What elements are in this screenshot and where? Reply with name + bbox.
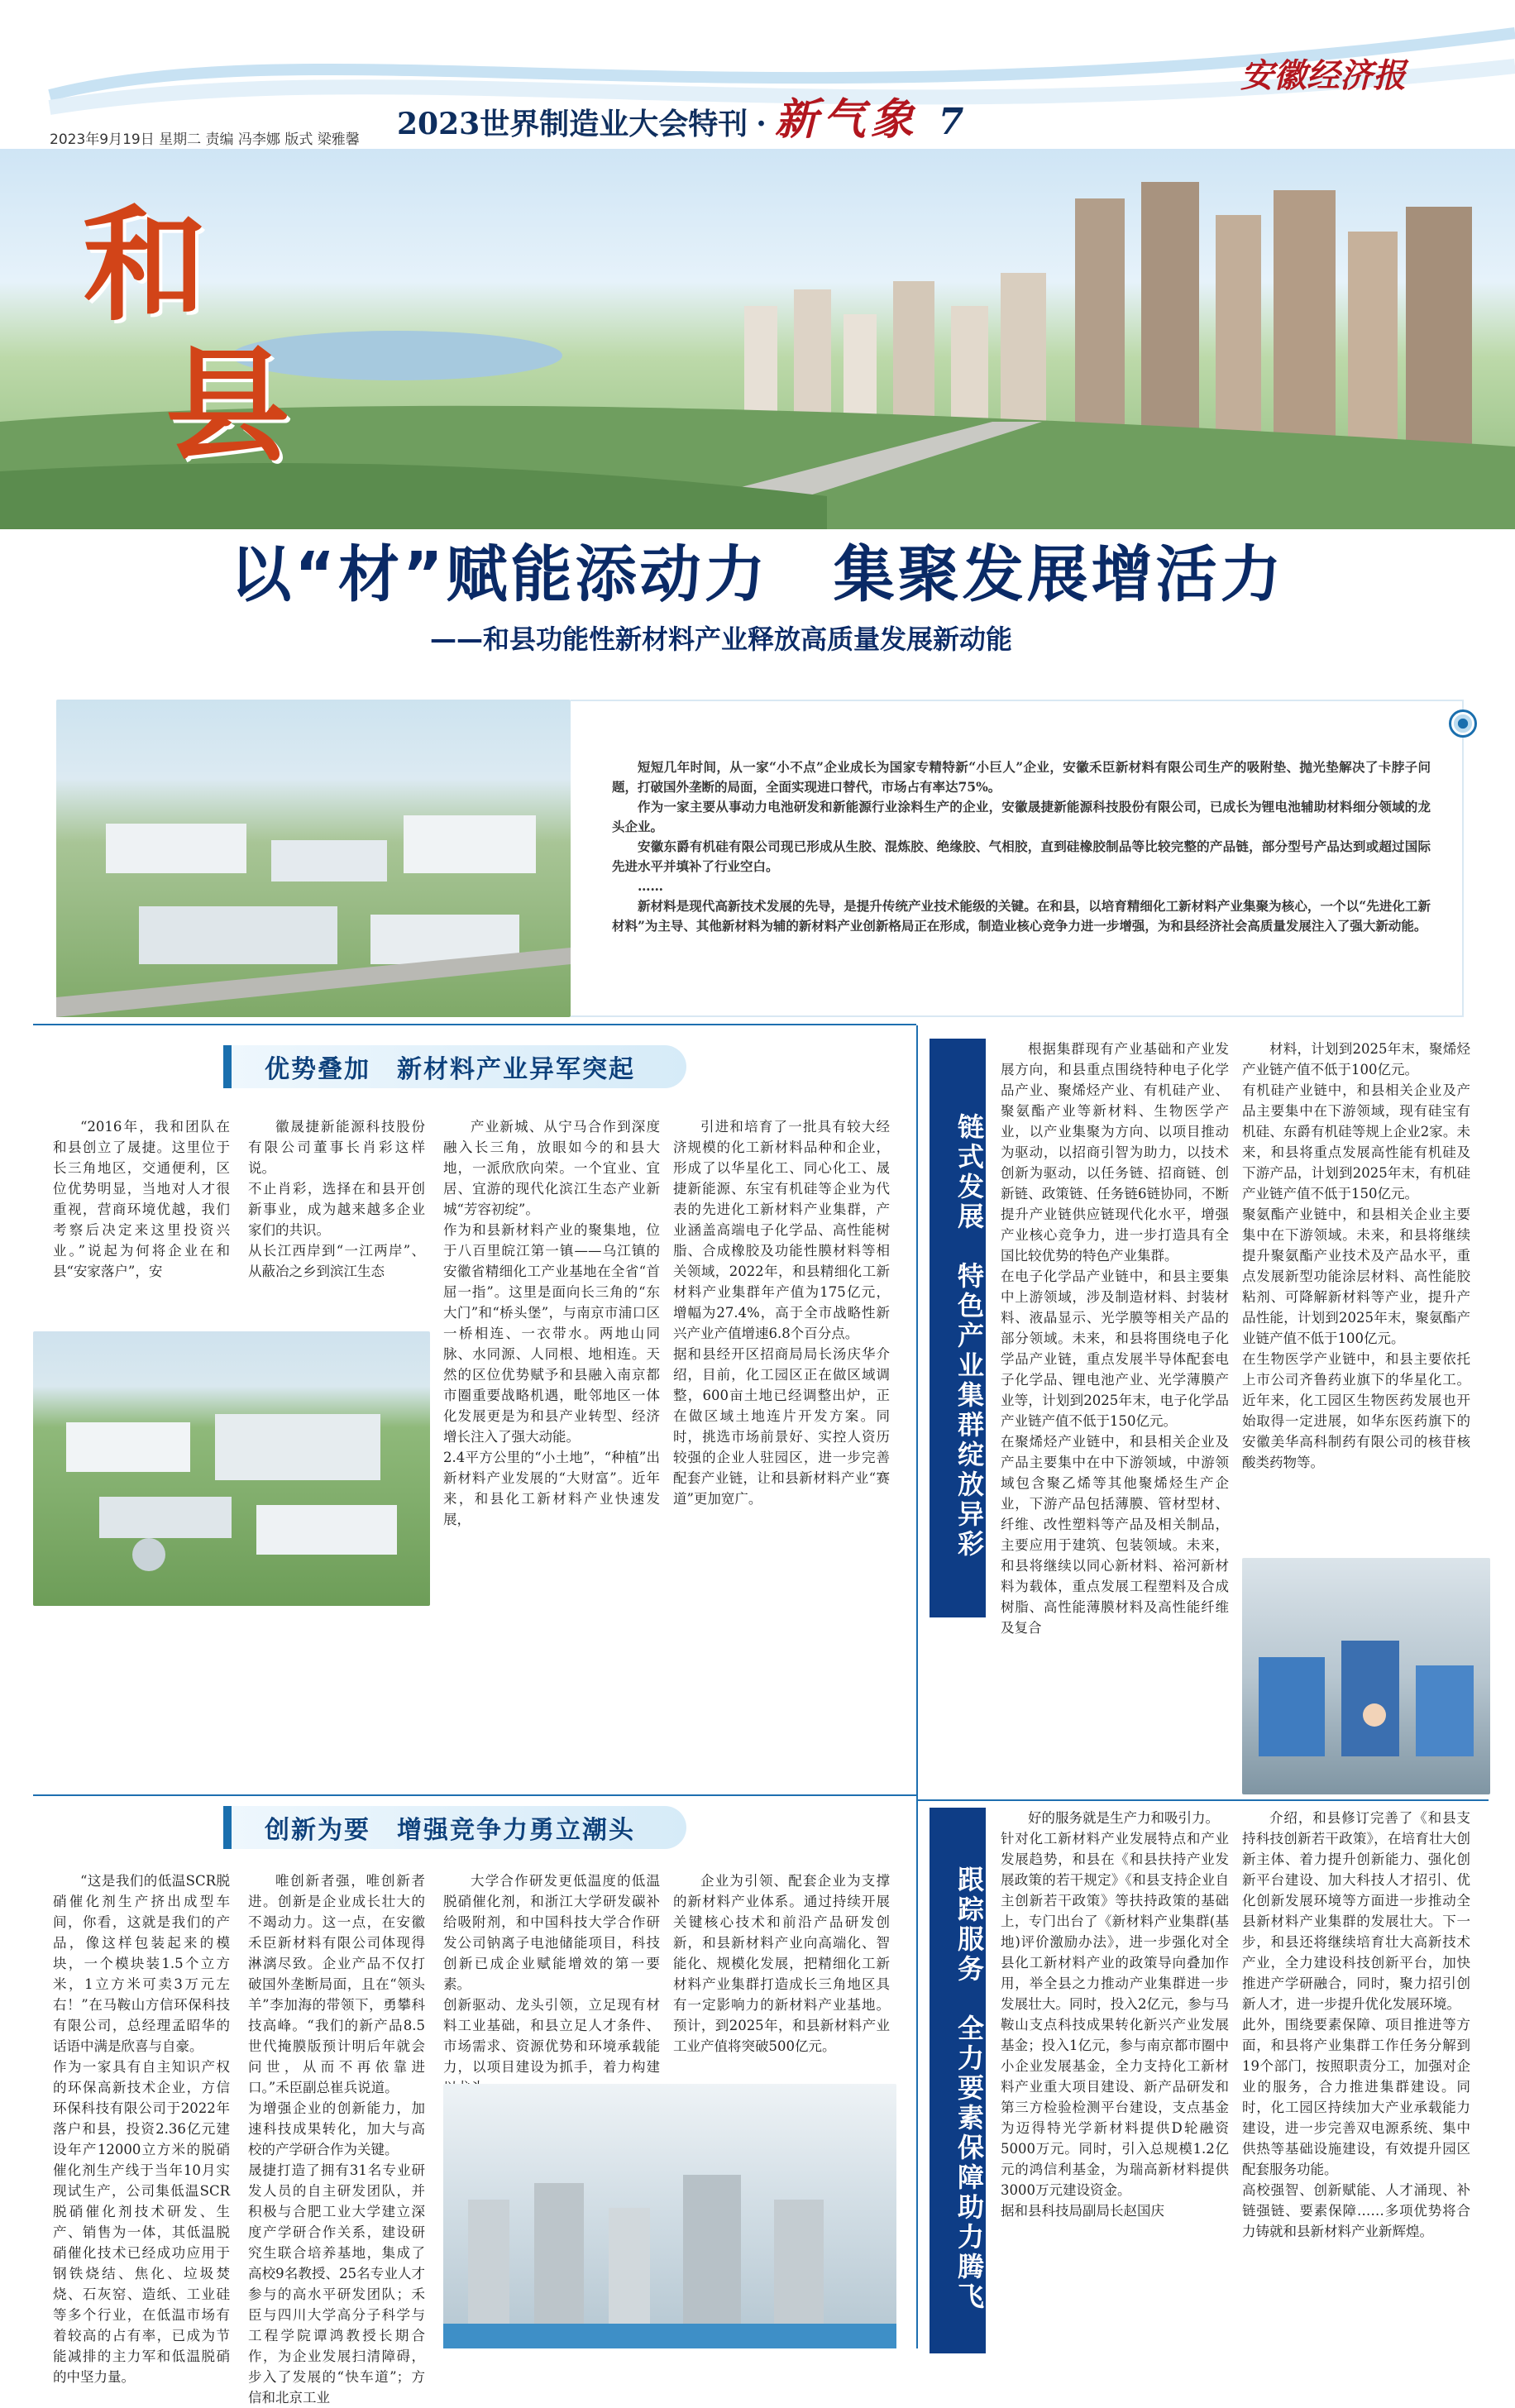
side1-band: 链式发展 特色产业集群绽放异彩 (930, 1039, 986, 1617)
side1-col1-text: 根据集群现有产业基础和产业发展方向，和县重点围绕特种电子化学品产业、聚烯烃产业、有机硅产业、聚氨酯产业等新材料、生物医学产业，以产业集聚为方向、以项目推动为驱动，以招商引智为助力，以技术创新为驱动，以任务链、招商链、创新链、政策链、任务链6链协同，不断提升产业链供应链现代化水平，增强产业核心竞争力，进一步打造具有全国比较优势的特色产业集群。 在电子化学品产业链中，和县主要集中上游领域，涉及制造材料、封装材料、液晶显示、光学膜等相关产品的部分领域。未来，和县将围绕电子化学品产业链，重点发展半导体配套电子化学品、锂电池产业、光学薄膜产业等，计划到2025年末，电子化学品产业链产值不低于150亿元。 在聚烯烃产业链中，和县相关企业及产品主要集中在中下游领域，中游领域包含聚乙烯等其他聚烯烃生产企业，下游产品包括薄膜、管材型材、纤维、改性塑料等产品及相关制品，主要应用于建筑、包装领域。未来，和县将继续以同心新材料、裕河新材料为载体，重点发展工程塑料及合成树脂、高性能薄膜材料及高性能纤维及复合 (1001, 1041, 1229, 1636)
s2-col3-text: 大学合作研发更低温度的低温脱硝催化剂，和浙江大学研发碳补给吸附剂，和中国科技大学合作研发公司钠离子电池储能项目，科技创新已成企业赋能增效的第一要素。 创新驱动、龙头引领，立足现有材料工业基础，和县立足人才条件、市场需求、资源优势和环境承载能力，以项目建设为抓手，着力构建 (443, 1873, 660, 2075)
hero-big-char-1: 和 (83, 193, 208, 338)
s2-col1 (53, 1870, 230, 2385)
s1-col2-text: 徽晟捷新能源科技股份有限公司董事长肖彩这样说。 不止肖彩，选择在和县开创新事业，成为越来越多企业家们的共识。 从长江西岸到“一江两岸”、从蔽冶之乡到滨江生态 (248, 1119, 425, 1279)
intro-target-icon (1449, 710, 1477, 738)
factory-graphic (33, 1331, 430, 1606)
special-edition-label: 2023世界制造业大会特刊 (397, 107, 748, 141)
intro-p3: 安徽东爵有机硅有限公司现已形成从生胶、混炼胶、绝缘胶、气相胶，直到硅橡胶制品等比较完整的产品链，部分型号产品达到或超过国际先进水平并填补了行业空白。 (612, 838, 1431, 874)
side2-band: 跟踪服务 全力要素保障助力腾飞 (930, 1808, 986, 2353)
hero-headline: 以“材”赋能添动力 集聚发展增活力 (230, 539, 1285, 610)
horizontal-rule-3 (918, 1799, 1489, 1801)
s1-col3-text: 产业新城、从宁马合作到深度融入长三角，放眼如今的和县大地，一派欣欣向荣。一个宜业、宜居、宜游的现代化滨江生态产业新城“芳容初绽”。 作为和县新材料产业的聚集地，位于八百里皖江第一镇——乌江镇的安徽省精细化工产业基地在全省“首屈一指”。这里是面向长三角的“东大门”和“桥头堡”，与南京市浦口区一桥相连、一衣带水。两地山同脉、水同源、人同根、地相连。天然的区位优势赋予和县融入南京都市圈重要战略机遇，毗邻地区一体化发展更是为和县产业转型、经济增长注入了强大动能。 2.4平方公里的“小土地”，“种植”出新材料产业发展的“大财富”。近年来，和县化工新材料产业快速发展， (443, 1119, 660, 1527)
intro-p4: …… (638, 878, 663, 894)
side2-col2 (1242, 1808, 1470, 2353)
production-line-photo (443, 2084, 896, 2348)
s1-col2 (248, 1116, 425, 1330)
intro-text (612, 757, 1431, 989)
horizontal-rule-1 (33, 1024, 916, 1025)
horizontal-rule-2 (33, 1794, 916, 1796)
side2-col1 (1001, 1808, 1229, 2353)
side2-col2-text: 介绍，和县修订完善了《和县支持科技创新若干政策》，在培育壮大创新主体、着力提升创新能力、强化创新平台建设、加大科技人才招引、优化创新发展环境等方面进一步推动全县新材料产业集群的发展壮大。下一步，和县还将继续培育壮大高新技术产业，全力建设科技创新平台，加快推进产学研融合，同时，聚力招引创新人才，进一步提升优化发展环境。 此外，围绕要素保障、项目推进等方面，和县将产业集群工作任务分解到19个部门，按照职责分工，加强对企业的服务，合力推进集群建设。同时，化工园区持续加大产业承载能力建设，进一步完善双电源系统、集中供热等基础设施建设，有效提升园区配套服务功能。 高校强智、创新赋能、人才涌现、补链强链、要素保障……多项优势将合力铸就和县新材料产业新辉煌。 (1242, 1810, 1470, 2239)
s2-col4-text: 企业为引领、配套企业为支撑的新材料产业体系。通过持续开展关键核心技术和前沿产品研发创新，和县新材料产业向高端化、智能化、规模化发展，把精细化工新材料产业集群打造成长三角地区具有一定影响力的新材料产业基地。预计，到2025年，和县新材料产业工业产值将突破500亿元。 (673, 1873, 890, 2054)
s1-col3 (443, 1116, 660, 1778)
workshop-graphic (1242, 1558, 1490, 1794)
s1-col1-text: “2016年，我和团队在和县创立了晟捷。这里位于长三角地区，交通便利，区位优势明显，当地对人才很重视，营商环境优越，我们考察后决定来这里投资兴业。”说起为何将企业在和县“安家落户”，安 (53, 1119, 230, 1279)
s2-col4 (673, 1870, 890, 2077)
side2-col1-text: 好的服务就是生产力和吸引力。 针对化工新材料产业发展特点和产业发展趋势，和县在《和县扶持产业发展政策的若干规定》《和县支持企业自主创新若干政策》等扶持政策的基础上，专门出台了《新材料产业集群(基地)评价激励办法》，进一步强化对全县化工新材料产业的政策导向叠加作用，举全县之力推动产业集群进一步发展壮大。同时，投入2亿元，参与马鞍山支点科技成果转化新兴产业发展基金；投入1亿元，参与南京都市圈中小企业发展基金，全力支持化工新材料产业重大项目建设、新产品研发和第三方检验检测平台建设，支点基金为迈得特光学新材料提供D轮融资5000万元。同时，引入总规模1.2亿元的鸿信利基金，为瑞高新材料提供3000万元建设资金。 据和县科技局副局长赵国庆 (1001, 1810, 1229, 2219)
paper-name: 安徽经济报 (1240, 56, 1406, 95)
s2-col3 (443, 1870, 660, 2077)
industrial-park-photo (56, 700, 571, 1017)
side1-col2-text: 材料，计划到2025年末，聚烯烃产业链产值不低于100亿元。 有机硅产业链中，和县相关企业及产品主要集中在下游领域，现有硅宝有机硅、东爵有机硅等规上企业2家。未来，和县将重点发展高性能有机硅及下游产品，计划到2025年末，有机硅产业链产值不低于150亿元。 聚氨酯产业链中，和县相关企业主要集中在下游领域。未来，和县将继续提升聚氨酯产业技术及产品水平，重点发展新型功能涂层材料、高性能胶粘剂、可降解新材料等产业，提升产品性能，计划到2025年末，聚氨酯产业链产值不低于100亿元。 在生物医学产业链中，和县主要依托上市公司齐鲁药业旗下的华星化工。近年来，化工园区生物医药发展也开始取得一定进展，如华东医药旗下的安徽美华高科制药有限公司的核苷核酸类药物等。 (1242, 1041, 1470, 1470)
hero-subheadline: ——和县功能性新材料产业释放高质量发展新动能 (430, 624, 1013, 655)
factory-aerial-photo (33, 1331, 430, 1606)
date-line: 2023年9月19日 星期二 责编 冯李娜 版式 梁雅馨 (50, 131, 360, 148)
hero-big-char-2: 县 (165, 333, 290, 479)
workshop-photo (1242, 1558, 1490, 1794)
vertical-rule (916, 1025, 918, 2348)
page-number: 7 (938, 101, 964, 143)
production-line-graphic (443, 2084, 896, 2348)
s1-col4-text: 引进和培育了一批具有较大经济规模的化工新材料品种和企业，形成了以华星化工、同心化工、晟捷新能源、东宝有机硅等企业为代表的先进化工新材料产业集群，产业涵盖高端电子化学品、高性能树脂、合成橡胶及功能性膜材料等相关领域，2022年，和县精细化工新材料产业集群年产值为175亿元，增幅为27.4%，高于全市战略性新兴产业产值增速6.8个百分点。 据和县经开区招商局局长汤庆华介绍，目前，化工园区正在做区域调整，600亩土地已经调整出炉，正在做区域土地连片开发方案。同时，挑选市场前景好、实控人资历较强的企业人驻园区，进一步完善配套产业链，让和县新材料产业“赛道”更加宽广。 (673, 1119, 890, 1507)
section2-heading: 创新为要 增强竞争力勇立潮头 (223, 1806, 686, 1849)
side1-col2 (1242, 1039, 1470, 1551)
s2-col1-text: “这是我们的低温SCR脱硝催化剂生产挤出成型车间，你看，这就是我们的产品，像这样包装起来的模块，一个模块装1.5个立方米，1立方米可卖3万元左右！”在马鞍山方信环保科技有限公司，总经理孟昭华的话语中满是欣喜与自豪。 作为一家具有自主知识产权的环保高新技术企业，方信环保科技有限公司于2022年落户和县，投资2.36亿元建设年产12000立方米的脱硝催化剂生产线于当年10月实现试生产，公司集低温SCR脱硝催化剂技术研发、生产、销售为一体，其低温脱硝催化技术已经成功应用于钢铁烧结、焦化、垃圾焚烧、石灰窑、造纸、工业硅等多个行业，在低温市场有着较高的占有率，已成为节能减排的主力军和低温脱硝的中坚力量。 (53, 1873, 230, 2385)
brand-label: 新气象 (774, 94, 919, 145)
side1-col1 (1001, 1039, 1229, 1799)
industrial-park-graphic (56, 700, 571, 1017)
title-dot: · (756, 107, 767, 141)
s2-col2 (248, 1870, 425, 2406)
intro-p2: 作为一家主要从事动力电池研发和新能源行业涂料生产的企业，安徽晟捷新能源科技股份有限公司，已成长为锂电池辅助材料细分领域的龙头企业。 (612, 799, 1431, 834)
intro-p5: 新材料是现代高新技术发展的先导，是提升传统产业技术能级的关键。在和县，以培育精细化工新材料产业集聚为核心，一个以“先进化工新材料”为主导、其他新材料为辅的新材料产业创新格局正在形成，制造业核心竞争力进一步增强，为和县经济社会高质量发展注入了强大新动能。 (612, 898, 1431, 934)
intro-p1: 短短几年时间，从一家“小不点”企业成长为国家专精特新“小巨人”企业，安徽禾臣新材料有限公司生产的吸附垫、抛光垫解决了卡脖子问题，打破国外垄断的局面，全面实现进口替代，市场占有率达75%。 (612, 759, 1431, 795)
s1-col1 (53, 1116, 230, 1330)
s2-col2-text: 唯创新者强，唯创新者进。创新是企业成长壮大的不竭动力。这一点，在安徽禾臣新材料有限公司体现得淋漓尽致。企业产品不仅打破国外垄断局面，且在“领头羊”李加海的带领下，勇攀科技高峰。“我们的新产品8.5世代掩膜版预计明后年就会问世，从而不再依靠进口。”禾臣副总崔兵说道。 为增强企业的创新能力，加速科技成果转化，加大与高校的产学研合作为关键。 晟捷打造了拥有31名专业研发人员的自主研发团队，并积极与合肥工业大学建立深度产学研合作关系，建设研究生联合培养基地，集成了高校9名教授、25名专业人才参与的高水平研发团队；禾臣与四川大学高分子科学与工程学院谭鸿教授长期合作，为企业发展扫清障碍，步入了发展的“快车道”；方信和北京工业 (248, 1873, 425, 2406)
masthead-title (397, 84, 963, 146)
s1-col4 (673, 1116, 890, 1778)
section1-heading: 优势叠加 新材料产业异军突起 (223, 1045, 686, 1088)
